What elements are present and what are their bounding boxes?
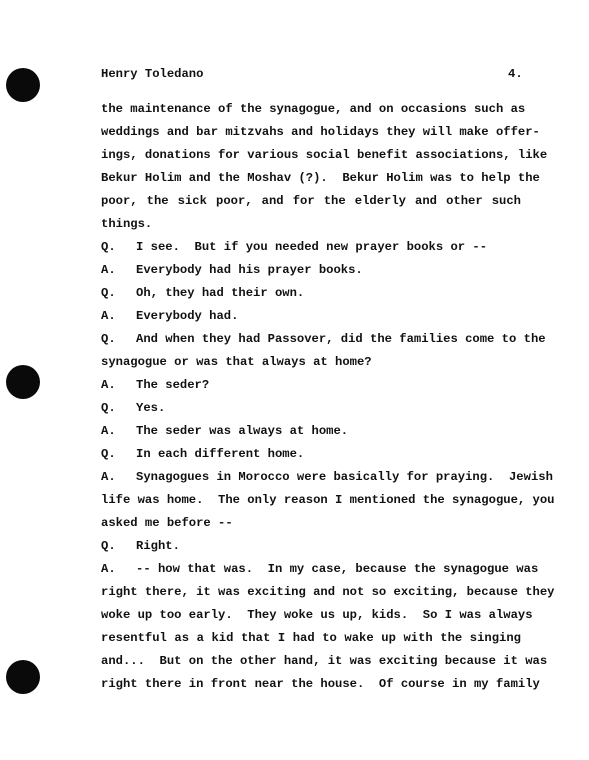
transcript-line: right there, it was exciting and not so exciting, because they [101, 585, 555, 599]
transcript-line: synagogue or was that always at home? [101, 355, 372, 369]
transcript-line: A. The seder? [101, 378, 210, 392]
speaker-label: A. [101, 424, 116, 438]
speaker-label: Q. [101, 447, 116, 461]
transcript-line: right there in front near the house. Of course in my family [101, 677, 540, 691]
transcript-line: things. [101, 217, 153, 231]
binder-hole [6, 660, 40, 694]
speaker-label: A. [101, 309, 116, 323]
speaker-label: Q. [101, 539, 116, 553]
transcript-line: and... But on the other hand, it was exciting because it was [101, 654, 548, 668]
transcript-line: Q. In each different home. [101, 447, 305, 461]
speaker-label: A. [101, 378, 116, 392]
transcript-line: Q. Right. [101, 539, 180, 553]
transcript-line: ings, donations for various social benefit associations, like [101, 148, 548, 162]
transcript-line: woke up too early. They woke us up, kids. So I was always [101, 608, 533, 622]
transcript-line: asked me before -- [101, 516, 233, 530]
transcript-line: Q. Yes. [101, 401, 166, 415]
transcript-line: Bekur Holim and the Moshav (?). Bekur Holim was to help the [101, 171, 540, 185]
speaker-label: Q. [101, 332, 116, 346]
transcript-line: A. Synagogues in Morocco were basically for praying. Jewish [101, 470, 553, 484]
transcript-line: life was home. The only reason I mentioned the synagogue, you [101, 493, 555, 507]
transcript-line: the maintenance of the synagogue, and on occasions such as [101, 102, 526, 116]
speaker-label: Q. [101, 240, 116, 254]
transcript-line: A. The seder was always at home. [101, 424, 349, 438]
speaker-label: A. [101, 470, 116, 484]
speaker-label: Q. [101, 401, 116, 415]
transcript-line: A. Everybody had his prayer books. [101, 263, 363, 277]
transcript-line: A. -- how that was. In my case, because the synagogue was [101, 562, 539, 576]
transcript-line: A. Everybody had. [101, 309, 239, 323]
speaker-label: Q. [101, 286, 116, 300]
speaker-label: A. [101, 263, 116, 277]
binder-hole [6, 68, 40, 102]
transcript-line: Q. And when they had Passover, did the families come to the [101, 332, 546, 346]
header-interviewee-name: Henry Toledano [101, 67, 204, 81]
transcript-line: Q. Oh, they had their own. [101, 286, 305, 300]
transcript-line: poor, the sick poor, and for the elderly and other such [101, 194, 521, 208]
transcript-line: resentful as a kid that I had to wake up with the singing [101, 631, 521, 645]
page-number: 4. [508, 67, 523, 81]
speaker-label: A. [101, 562, 116, 576]
binder-hole [6, 365, 40, 399]
transcript-line: Q. I see. But if you needed new prayer books or -- [101, 240, 488, 254]
transcript-line: weddings and bar mitzvahs and holidays they will make offer- [101, 125, 540, 139]
